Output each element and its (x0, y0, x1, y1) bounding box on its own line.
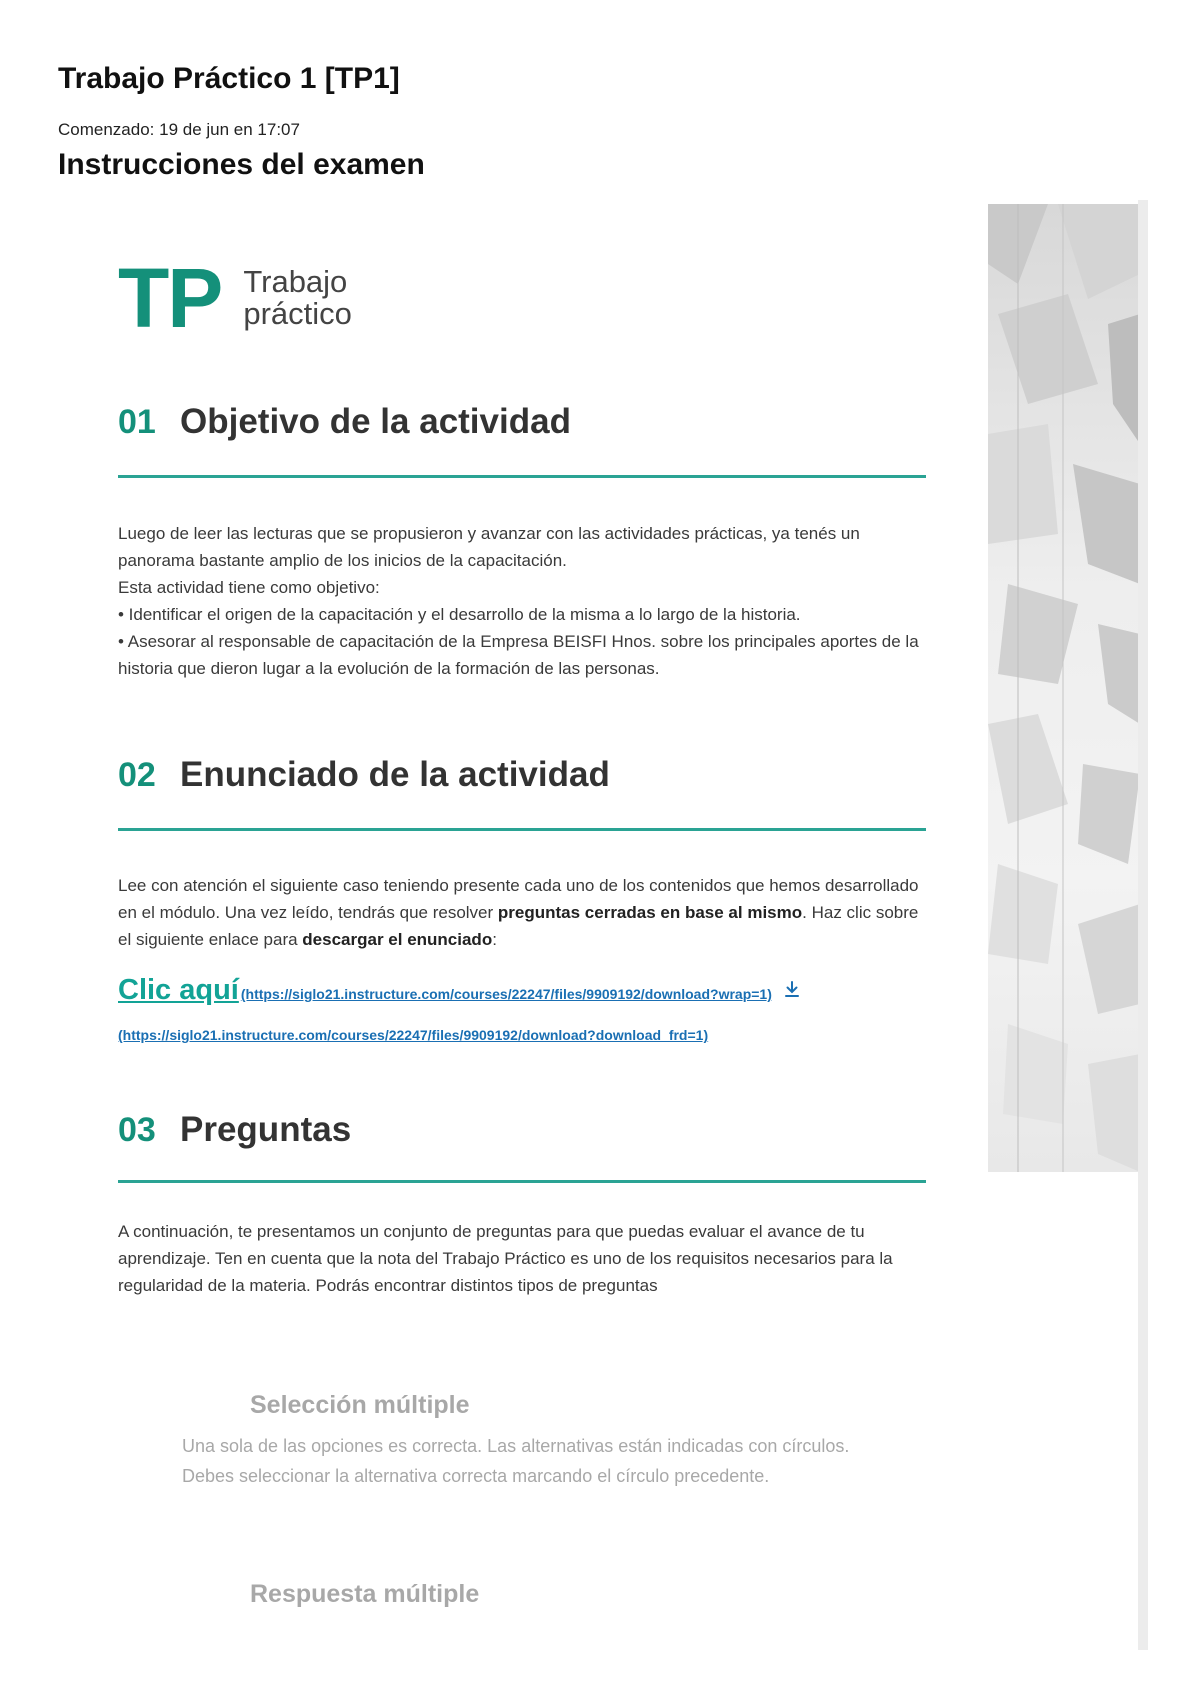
bullet-item: • Asesorar al responsable de capacitación de la Empresa BEISFI Hnos. sobre los principales aportes de la historia que dieron lugar a la evolución de la formación de las personas. (118, 632, 919, 678)
geometric-pattern-image (988, 204, 1140, 1172)
section-divider (118, 1180, 926, 1183)
section-title: Preguntas (180, 1110, 352, 1149)
bullet-item: • Identificar el origen de la capacitación y el desarrollo de la misma a lo largo de la historia. (118, 605, 801, 624)
section-01-heading (118, 402, 571, 442)
section-02-body (118, 872, 928, 953)
tp-logo-mark: TP (118, 251, 222, 345)
section-divider (118, 475, 926, 478)
download-frd-link[interactable]: (https://siglo21.instructure.com/courses/22247/files/9909192/download?download_frd=1) (118, 1027, 709, 1043)
decorative-side-image (988, 204, 1140, 1172)
tp-logo (118, 251, 352, 345)
question-type-description: Una sola de las opciones es correcta. Las alternativas están indicadas con círculos. Debes seleccionar la alternativa correcta marcando el círculo precedente. (182, 1436, 850, 1486)
page-title: Trabajo Práctico 1 [TP1] (58, 62, 400, 95)
section-number: 01 (118, 403, 156, 441)
bold-text: preguntas cerradas en base al mismo (497, 903, 803, 922)
tp-logo-line2: práctico (243, 296, 352, 331)
section-01-body (118, 520, 928, 682)
scrollbar[interactable] (1138, 200, 1148, 1650)
question-type-title: Selección múltiple (250, 1391, 470, 1419)
tp-logo-wordmark (243, 266, 352, 330)
paragraph: A continuación, te presentamos un conjunto de preguntas para que puedas evaluar el avance de tu aprendizaje. Ten en cuenta que la nota del Trabajo Práctico es uno de los requisitos necesarios para la regularidad de la materia. Podrás encontrar distintos tipos de preguntas (118, 1222, 893, 1295)
question-type-title: Respuesta múltiple (250, 1580, 480, 1608)
paragraph: Luego de leer las lecturas que se propusieron y avanzar con las actividades prácticas, ya tenés un panorama bastante amplio de los inicios de la capacitación. (118, 524, 860, 570)
tp-logo-line1: Trabajo (243, 264, 348, 299)
section-03-body (118, 1218, 928, 1299)
bold-text: descargar el enunciado (302, 930, 493, 949)
section-title: Enunciado de la actividad (180, 755, 610, 794)
paragraph: Lee con atención el siguiente caso teniendo presente cada uno de los contenidos que hemos desarrollado en el módulo. Una vez leído, tendrás que resolver preguntas cerradas en base al mismo. Haz clic sobre el siguiente enlace para descargar el enunciado: (118, 876, 919, 949)
section-03-heading (118, 1110, 351, 1150)
download-link-url[interactable]: (https://siglo21.instructure.com/courses/22247/files/9909192/download?wrap=1) (240, 986, 772, 1002)
section-number: 03 (118, 1111, 156, 1149)
download-icon[interactable] (782, 979, 802, 999)
download-link-row (118, 974, 802, 1007)
paragraph: Esta actividad tiene como objetivo: (118, 578, 380, 597)
section-02-heading (118, 755, 610, 795)
instructions-title: Instrucciones del examen (58, 148, 425, 181)
section-title: Objetivo de la actividad (180, 402, 571, 441)
section-divider (118, 828, 926, 831)
started-timestamp: Comenzado: 19 de jun en 17:07 (58, 120, 300, 139)
section-number: 02 (118, 756, 156, 794)
download-link[interactable]: Clic aquí (118, 974, 239, 1006)
